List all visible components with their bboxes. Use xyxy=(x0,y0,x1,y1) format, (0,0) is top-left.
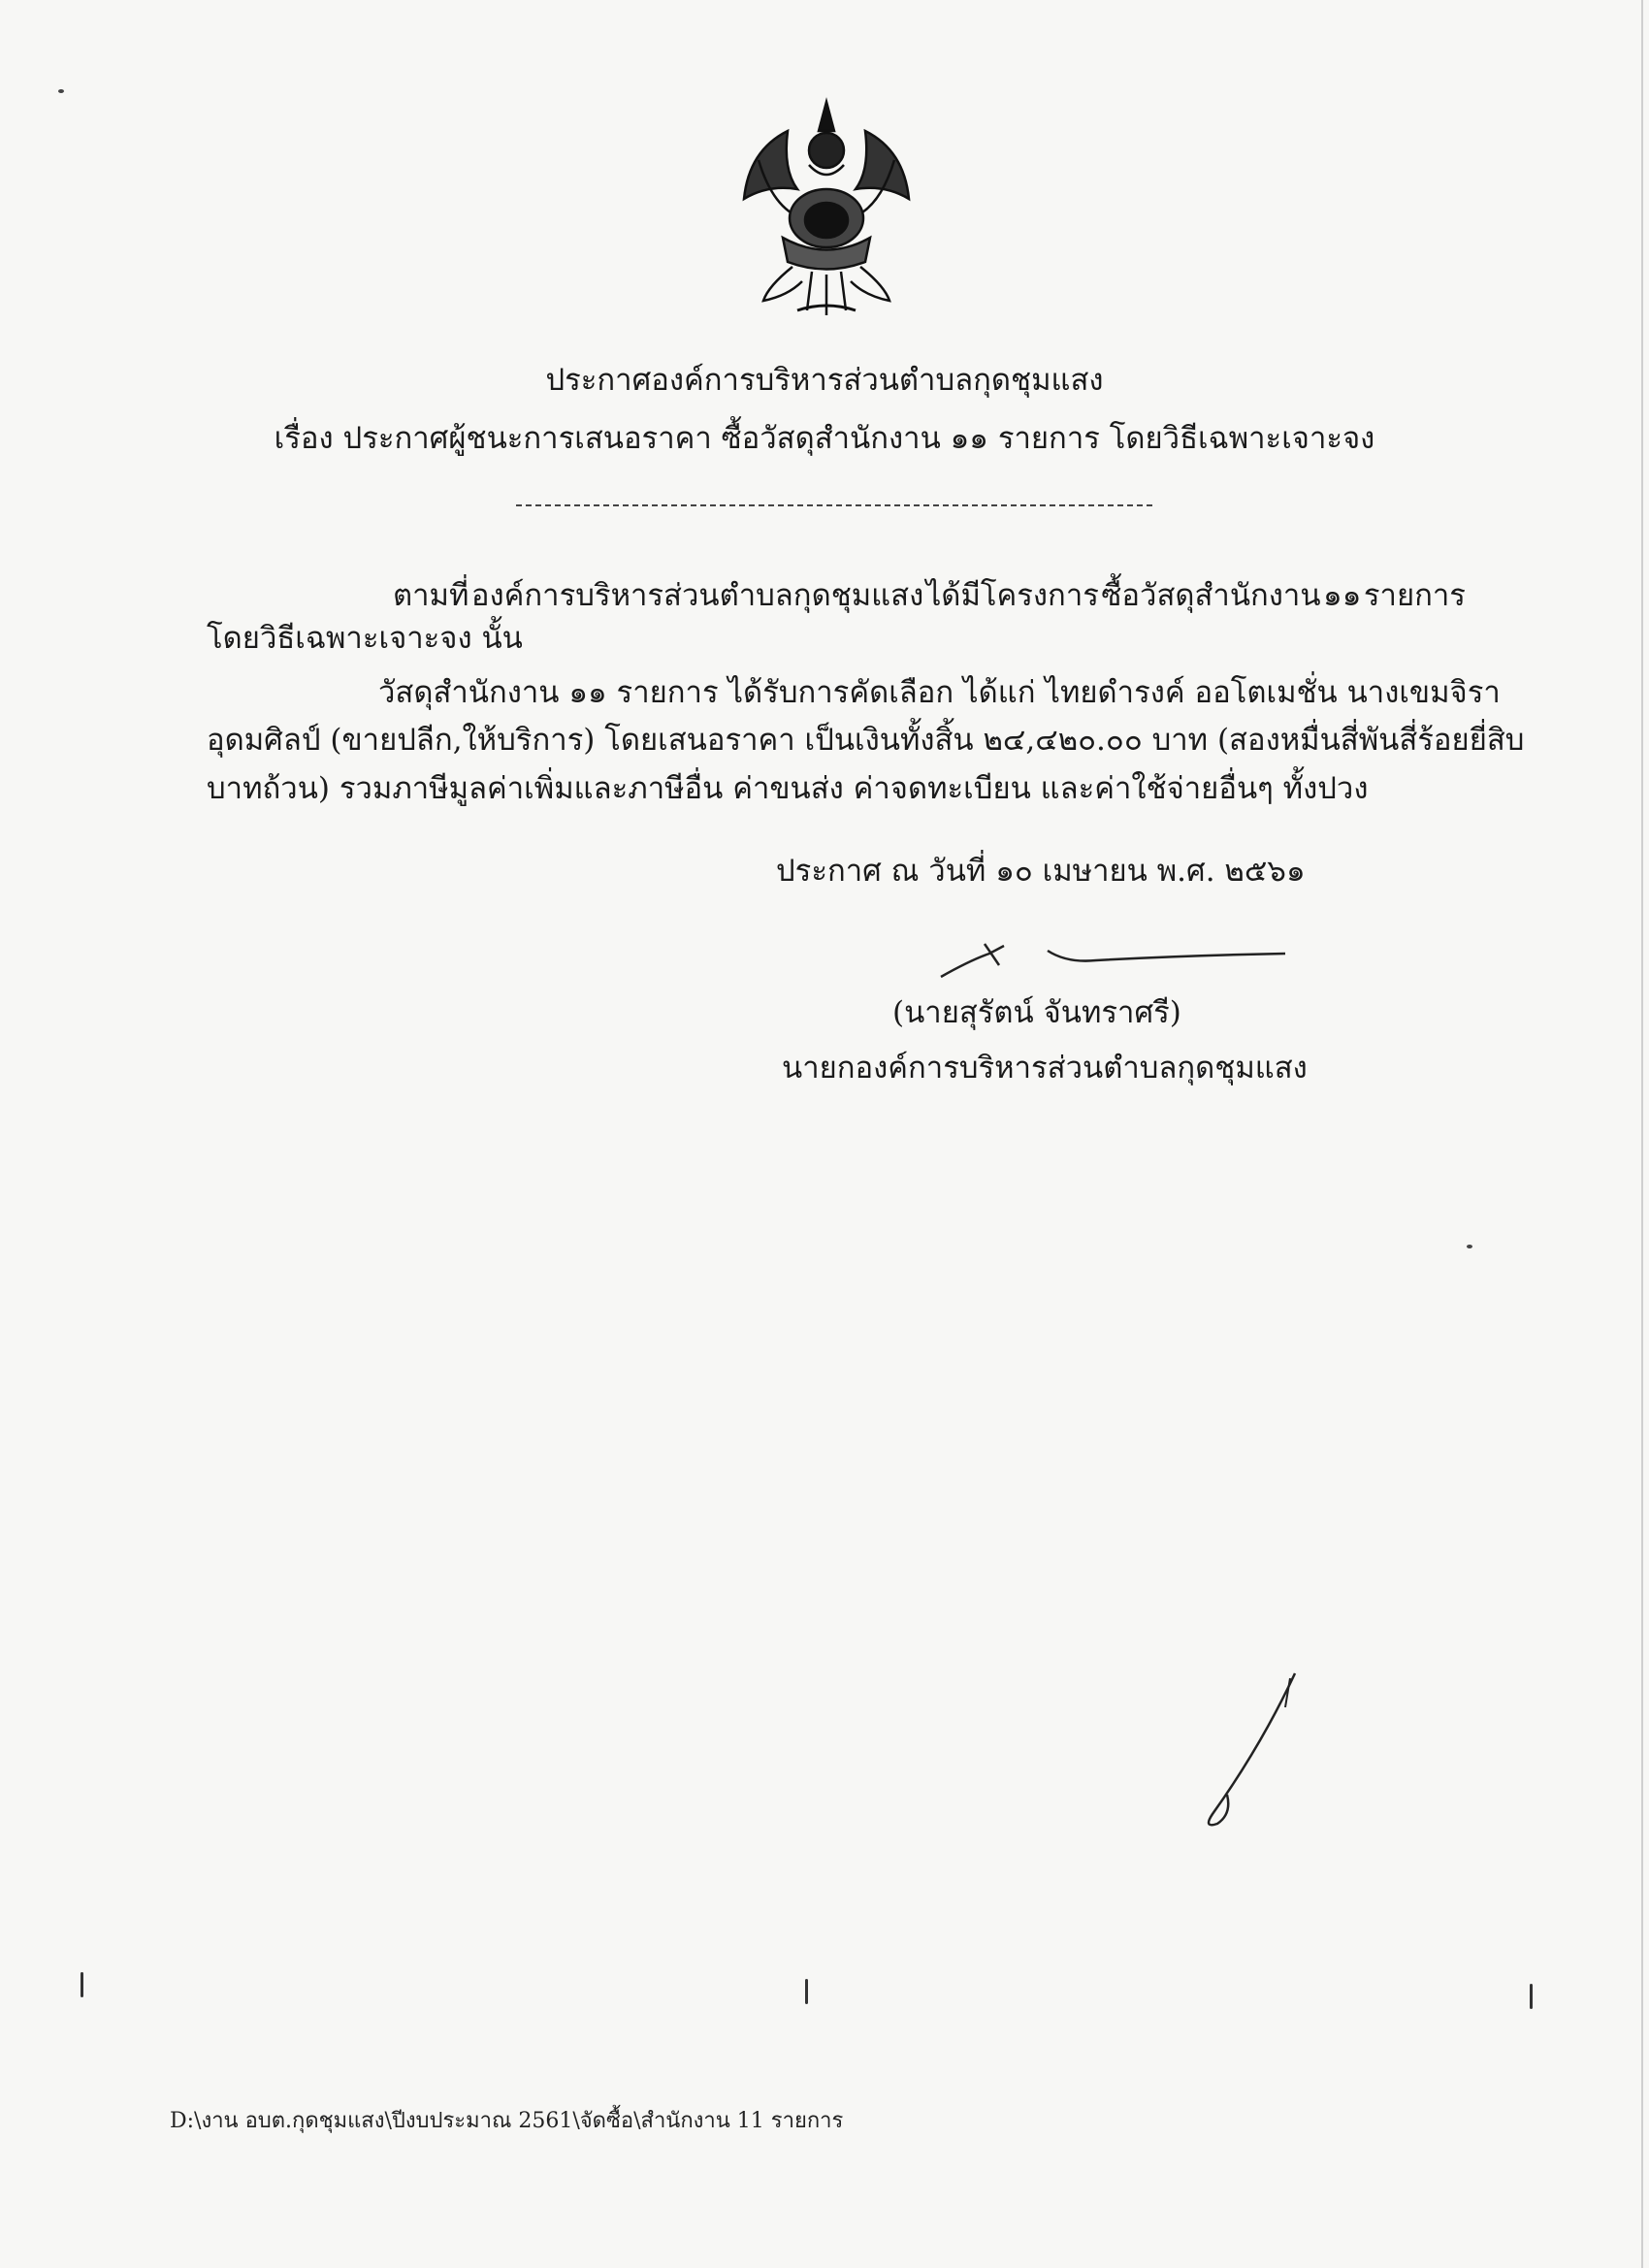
scan-speck xyxy=(58,89,64,93)
announcement-title: ประกาศองค์การบริหารส่วนตำบลกุดชุมแสง xyxy=(545,363,1104,398)
paragraph-2-line-3: บาทถ้วน) รวมภาษีมูลค่าเพิ่มและภาษีอื่น ค่าขนส่ง ค่าจดทะเบียน และค่าใช้จ่ายอื่นๆ ทั้งปวง xyxy=(207,771,1369,806)
paragraph-2-line-2: อุดมศิลป์ (ขายปลีก,ให้บริการ) โดยเสนอราคา เป็นเงินทั้งสิ้น ๒๔,๔๒๐.๐๐ บาท (สองหมื่นสี่พันสี่ร้อยยี่สิบ xyxy=(207,723,1525,758)
scan-mark xyxy=(81,1972,83,1997)
announcement-subject: เรื่อง ประกาศผู้ชนะการเสนอราคา ซื้อวัสดุสำนักงาน ๑๑ รายการ โดยวิธีเฉพาะเจาะจง xyxy=(274,421,1375,456)
initial-mark-icon xyxy=(1193,1669,1310,1833)
scan-speck xyxy=(1467,1245,1472,1248)
file-path-footer: D:\งาน อบต.กุดชุมแสง\ปีงบประมาณ 2561\จัดซื้อ\สำนักงาน 11 รายการ xyxy=(170,2109,844,2133)
announcement-date: ประกาศ ณ วันที่ ๑๐ เมษายน พ.ศ. ๒๕๖๑ xyxy=(776,854,1306,889)
signature-icon xyxy=(931,926,1290,985)
scan-mark xyxy=(805,1979,808,2004)
signatory-position: นายกองค์การบริหารส่วนตำบลกุดชุมแสง xyxy=(782,1051,1308,1085)
signatory-name: (นายสุรัตน์ จันทราศรี) xyxy=(892,995,1181,1030)
scan-mark xyxy=(1530,1984,1533,2009)
paragraph-1-line-1: ตามที่ องค์การบริหารส่วนตำบลกุดชุมแสง ได้มีโครงการ ซื้อวัสดุสำนักงาน ๑๑ รายการ xyxy=(393,578,1466,613)
scan-edge xyxy=(1641,0,1643,2268)
divider xyxy=(516,504,1152,506)
paragraph-1-line-2: โดยวิธีเฉพาะเจาะจง นั้น xyxy=(207,621,523,656)
garuda-emblem-icon xyxy=(729,92,923,325)
paragraph-2-line-1: วัสดุสำนักงาน ๑๑ รายการ ได้รับการคัดเลือก ได้แก่ ไทยดำรงค์ ออโตเมชั่น นางเขมจิรา xyxy=(378,675,1501,710)
